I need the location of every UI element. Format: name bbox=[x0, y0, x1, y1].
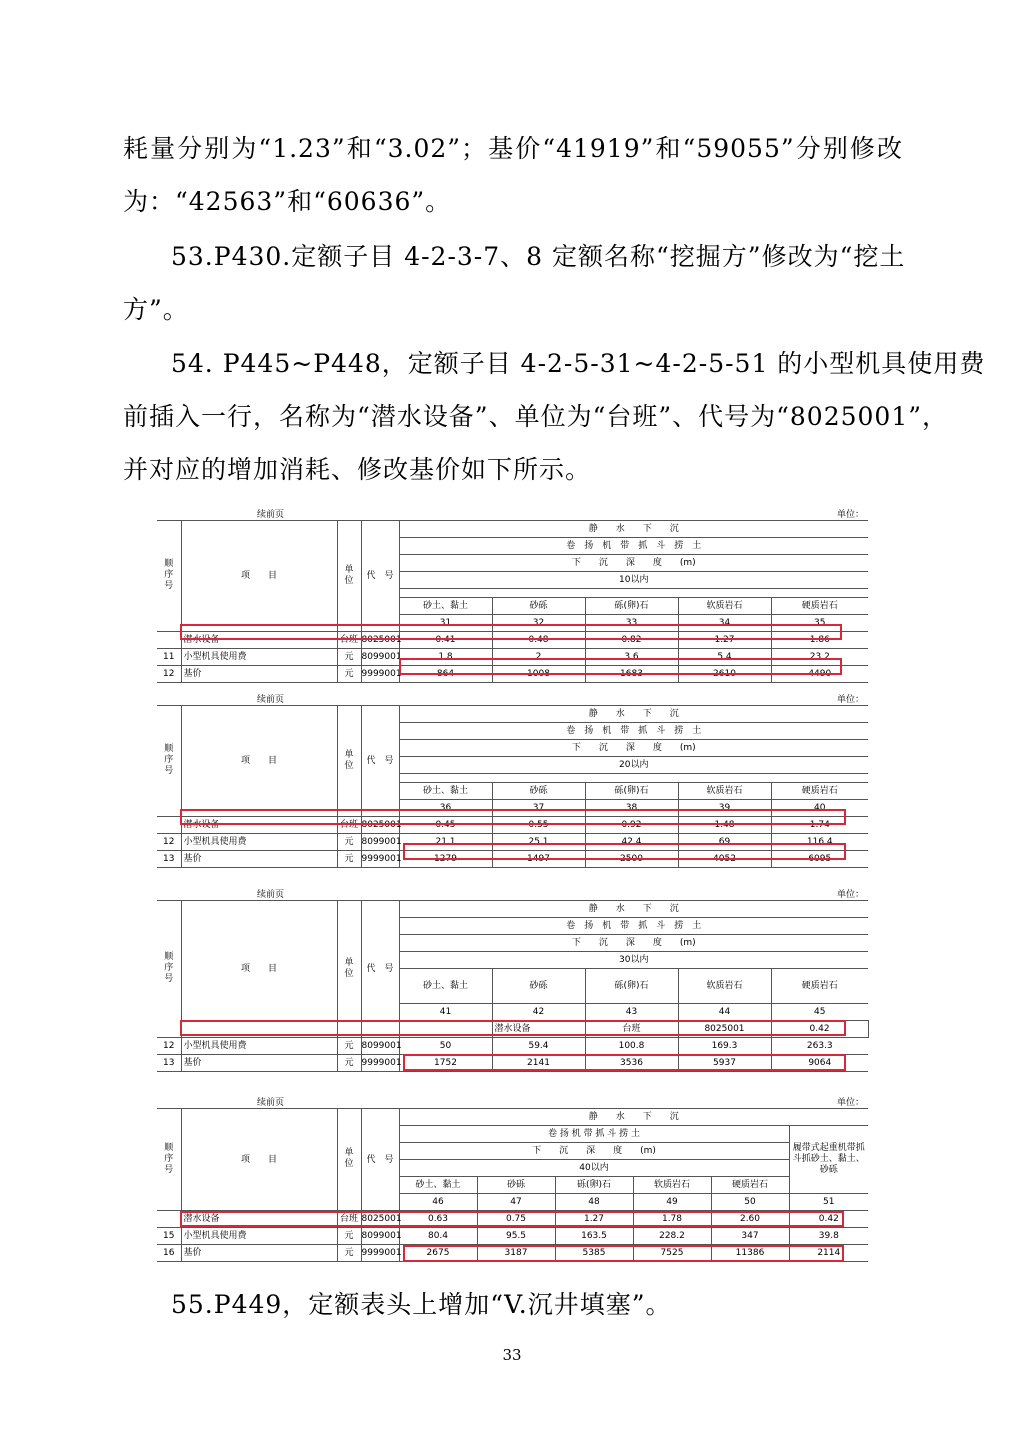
col-header: 软质岩石 bbox=[633, 1177, 711, 1194]
table-row: 11 小型机具使用费 元 8099001 1.8 2 3.6 5.4 23.2 bbox=[157, 649, 868, 666]
col-header: 硬质岩石 bbox=[771, 969, 868, 1004]
header-row-2: 卷 扬 机 带 抓 斗 捞 土 bbox=[399, 1126, 789, 1143]
col-header: 砂砾 bbox=[477, 1177, 555, 1194]
row-name: 潜水设备 bbox=[181, 1211, 337, 1228]
code-header: 代 号 bbox=[361, 901, 399, 1038]
row-name: 潜水设备 bbox=[181, 632, 337, 649]
header-row-1: 静 水 下 沉 bbox=[399, 1109, 868, 1126]
seq-header: 顺序号 bbox=[164, 744, 174, 776]
col-number: 41 bbox=[399, 1004, 492, 1021]
item-header: 项 目 bbox=[181, 1109, 337, 1211]
header-row-3: 下 沉 深 度 (m) bbox=[399, 935, 868, 952]
col-number: 37 bbox=[492, 800, 585, 817]
quota-table-2 bbox=[157, 691, 868, 868]
col-header: 砂土、黏土 bbox=[399, 1177, 477, 1194]
col-number: 36 bbox=[399, 800, 492, 817]
table-row: 13 基价 元 9999001 1752 2141 3536 5937 9064 bbox=[157, 1055, 868, 1072]
col-header: 砂土、黏土 bbox=[399, 969, 492, 1004]
col-number: 48 bbox=[555, 1194, 633, 1211]
unit-label: 单位： bbox=[836, 510, 864, 520]
text-line: 并对应的增加消耗、修改基价如下所示。 bbox=[123, 455, 592, 484]
row-name: 基价 bbox=[181, 666, 337, 683]
continued-label: 续前页 bbox=[257, 1098, 285, 1108]
text-line: 耗量分别为“1.23”和“3.02”；基价“41919”和“59055”分别修改 bbox=[123, 134, 903, 163]
paragraph-52-continued bbox=[123, 122, 903, 228]
col-header: 砾(卵)石 bbox=[585, 783, 678, 800]
header-row-2: 卷 扬 机 带 抓 斗 捞 土 bbox=[399, 538, 868, 555]
col-number: 45 bbox=[771, 1004, 868, 1021]
row-name: 潜水设备 bbox=[181, 817, 337, 834]
unit-header: 单位 bbox=[344, 564, 354, 586]
depth-header: 20以内 bbox=[399, 757, 868, 774]
col-number: 46 bbox=[399, 1194, 477, 1211]
table-row: 16 基价 元 9999001 2675 3187 5385 7525 11386 2114 bbox=[157, 1245, 868, 1262]
col-number: 47 bbox=[477, 1194, 555, 1211]
seq-header: 顺序号 bbox=[164, 1142, 174, 1175]
unit-header: 单位 bbox=[344, 1148, 354, 1169]
continued-label: 续前页 bbox=[257, 510, 285, 520]
continued-label: 续前页 bbox=[257, 695, 285, 705]
text-line: 前插入一行，名称为“潜水设备”、单位为“台班”、代号为“8025001”， bbox=[123, 402, 949, 431]
quota-table-3 bbox=[157, 886, 868, 1072]
depth-header: 30以内 bbox=[399, 952, 868, 969]
unit-header: 单位 bbox=[344, 749, 354, 771]
header-row-2: 卷 扬 机 带 抓 斗 捞 土 bbox=[399, 723, 868, 740]
row-name: 小型机具使用费 bbox=[181, 649, 337, 666]
table-row: 12 小型机具使用费 元 8099001 50 59.4 100.8 169.3 263.3 bbox=[157, 1038, 868, 1055]
row-name: 基价 bbox=[181, 1055, 337, 1072]
crane-col-header: 履带式起重机带抓斗抓砂土、黏土、砂砾 bbox=[789, 1126, 868, 1194]
col-header: 砂砾 bbox=[492, 783, 585, 800]
header-row-3: 下 沉 深 度 (m) bbox=[399, 555, 868, 572]
col-number: 39 bbox=[678, 800, 771, 817]
paragraph-53 bbox=[123, 230, 906, 336]
col-header: 砂土、黏土 bbox=[399, 598, 492, 615]
row-name: 小型机具使用费 bbox=[181, 834, 337, 851]
col-number: 42 bbox=[492, 1004, 585, 1021]
header-row-1: 静 水 下 沉 bbox=[399, 521, 868, 538]
table-row: 潜水设备 台班 8025001 0.45 0.55 0.92 1.48 1.74 bbox=[157, 817, 868, 834]
col-header: 砾(卵)石 bbox=[585, 969, 678, 1004]
seq-header: 顺序号 bbox=[164, 559, 174, 591]
row-name: 基价 bbox=[181, 851, 337, 868]
row-name: 基价 bbox=[181, 1245, 337, 1262]
table-row: 潜水设备 台班 8025001 0.63 0.75 1.27 1.78 2.60 0.42 bbox=[157, 1211, 868, 1228]
col-number: 51 bbox=[789, 1194, 868, 1211]
header-row-2: 卷 扬 机 带 抓 斗 捞 土 bbox=[399, 918, 868, 935]
col-number: 38 bbox=[585, 800, 678, 817]
header-row-3: 下 沉 深 度 (m) bbox=[399, 1143, 789, 1160]
unit-label: 单位： bbox=[836, 890, 864, 900]
code-header: 代 号 bbox=[361, 521, 399, 632]
col-number: 50 bbox=[711, 1194, 789, 1211]
unit-header: 单位 bbox=[344, 957, 354, 979]
col-header: 硬质岩石 bbox=[771, 598, 868, 615]
table-row: 潜水设备 台班 8025001 0.42 bbox=[157, 1021, 868, 1038]
row-name: 潜水设备 bbox=[492, 1021, 585, 1038]
page-number: 33 bbox=[502, 1346, 522, 1364]
header-row-1: 静 水 下 沉 bbox=[399, 706, 868, 723]
row-name: 小型机具使用费 bbox=[181, 1228, 337, 1245]
row-name: 小型机具使用费 bbox=[181, 1038, 337, 1055]
col-number: 43 bbox=[585, 1004, 678, 1021]
col-header: 硬质岩石 bbox=[711, 1177, 789, 1194]
quota-table-1 bbox=[157, 506, 868, 683]
col-header: 软质岩石 bbox=[678, 783, 771, 800]
seq-header: 顺序号 bbox=[164, 952, 174, 984]
depth-header: 10以内 bbox=[399, 572, 868, 589]
col-number: 49 bbox=[633, 1194, 711, 1211]
unit-label: 单位： bbox=[836, 1098, 864, 1108]
col-header: 砂砾 bbox=[492, 969, 585, 1004]
col-header: 砾(卵)石 bbox=[555, 1177, 633, 1194]
paragraph-54 bbox=[123, 337, 986, 496]
col-header: 软质岩石 bbox=[678, 969, 771, 1004]
text-line: 54. P445~P448，定额子目 4-2-5-31~4-2-5-51 的小型机具使用费 bbox=[171, 349, 986, 378]
continued-label: 续前页 bbox=[257, 890, 285, 900]
col-number: 34 bbox=[678, 615, 771, 632]
col-number: 32 bbox=[492, 615, 585, 632]
text-line: 为：“42563”和“60636”。 bbox=[123, 187, 452, 216]
col-number: 35 bbox=[771, 615, 868, 632]
paragraph-55 bbox=[123, 1278, 903, 1331]
item-header: 项 目 bbox=[181, 901, 337, 1038]
text-line: 53.P430.定额子目 4-2-3-7、8 定额名称“挖掘方”修改为“挖土 bbox=[171, 242, 906, 271]
col-number: 40 bbox=[771, 800, 868, 817]
unit-label: 单位： bbox=[836, 695, 864, 705]
item-header: 项 目 bbox=[181, 706, 337, 817]
table-row: 13 基价 元 9999001 1279 1497 2500 4052 6095 bbox=[157, 851, 868, 868]
col-number: 31 bbox=[399, 615, 492, 632]
table-row: 潜水设备 台班 8025001 0.41 0.48 0.82 1.27 1.86 bbox=[157, 632, 868, 649]
table-row: 15 小型机具使用费 元 8099001 80.4 95.5 163.5 228.2 347 39.8 bbox=[157, 1228, 868, 1245]
code-header: 代 号 bbox=[361, 706, 399, 817]
text-line: 方”。 bbox=[123, 295, 189, 324]
table-row: 12 小型机具使用费 元 8099001 21.1 25.1 42.4 69 116.4 bbox=[157, 834, 868, 851]
quota-table-4 bbox=[157, 1094, 868, 1262]
item-header: 项 目 bbox=[181, 521, 337, 632]
col-header: 软质岩石 bbox=[678, 598, 771, 615]
header-row-1: 静 水 下 沉 bbox=[399, 901, 868, 918]
col-number: 44 bbox=[678, 1004, 771, 1021]
col-header: 砂砾 bbox=[492, 598, 585, 615]
depth-header: 40以内 bbox=[399, 1160, 789, 1177]
col-number: 33 bbox=[585, 615, 678, 632]
header-row-3: 下 沉 深 度 (m) bbox=[399, 740, 868, 757]
col-header: 砂土、黏土 bbox=[399, 783, 492, 800]
table-row: 12 基价 元 9999001 864 1008 1683 2610 4490 bbox=[157, 666, 868, 683]
col-header: 砾(卵)石 bbox=[585, 598, 678, 615]
col-header: 硬质岩石 bbox=[771, 783, 868, 800]
code-header: 代 号 bbox=[361, 1109, 399, 1211]
text-line: 55.P449，定额表头上增加“V.沉井填塞”。 bbox=[171, 1290, 672, 1319]
